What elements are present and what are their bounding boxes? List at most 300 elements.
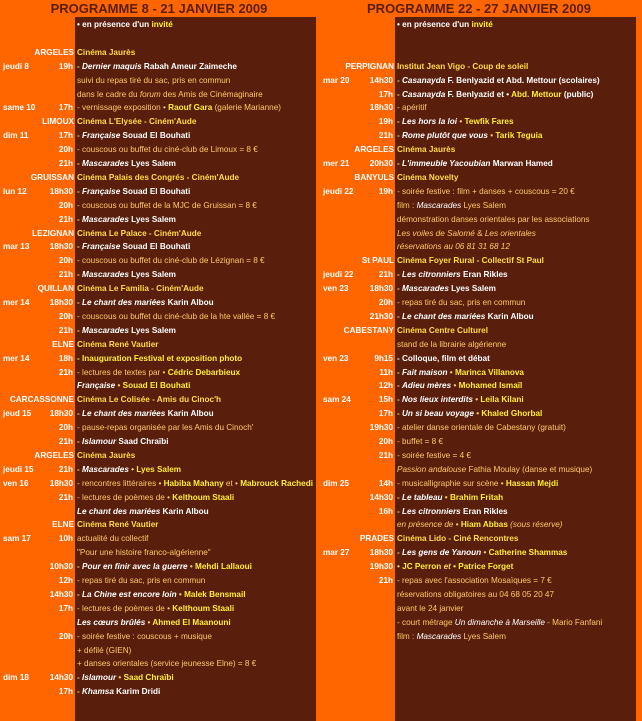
event-date: jeud 15 bbox=[3, 409, 32, 419]
text-segment: Cinéma Jaurès bbox=[77, 47, 136, 57]
place-date-cell bbox=[322, 75, 394, 86]
programme-line bbox=[322, 47, 636, 58]
programme-line bbox=[2, 631, 316, 642]
text-segment: et • bbox=[223, 478, 241, 488]
text-segment: Mascarades bbox=[82, 325, 129, 335]
text-segment: - bbox=[77, 214, 83, 224]
event-time: 19h30 bbox=[369, 423, 393, 433]
text-segment: F. Benlyazid et Abd. Mettour (scolaires) bbox=[445, 75, 600, 85]
programme-line bbox=[2, 422, 316, 433]
venue-title bbox=[77, 116, 314, 127]
text-segment: - soirée festive : film + danses + couscous = 20 € bbox=[397, 186, 575, 196]
text-segment: Lyes Salem bbox=[448, 284, 496, 294]
text-segment: - buffet = 8 € bbox=[397, 437, 444, 446]
text-segment: Fait maison bbox=[402, 367, 448, 377]
text-segment: • Patrice Forget bbox=[453, 562, 514, 572]
event-date: jeudi 22 bbox=[323, 186, 354, 196]
programme-line bbox=[2, 116, 316, 127]
text-segment: Cinéma Le Familia - Ciném'Aude bbox=[77, 284, 204, 294]
event-text bbox=[397, 408, 634, 419]
text-segment: Cinéma René Vautier bbox=[77, 520, 159, 530]
text-segment: Tarik Teguia bbox=[495, 131, 543, 141]
programme-line bbox=[2, 311, 316, 322]
event-time: 20h bbox=[58, 256, 73, 266]
venue-title bbox=[77, 394, 314, 405]
text-segment: - bbox=[397, 381, 403, 391]
text-segment: Le chant des mariées bbox=[77, 506, 161, 516]
programme-line bbox=[322, 436, 636, 447]
text-segment: Mohamed Ismaïl bbox=[458, 381, 523, 391]
programme-line bbox=[322, 61, 636, 72]
text-segment: Un dimanche à Marseille bbox=[454, 617, 545, 627]
text-segment: suivi du repas tiré du sac, pris en commun bbox=[77, 75, 231, 85]
text-segment: - bbox=[397, 159, 403, 168]
event-text bbox=[77, 186, 314, 197]
programme-line bbox=[2, 130, 316, 141]
text-segment: • en présence d'un bbox=[77, 20, 152, 29]
text-segment: • bbox=[187, 562, 196, 572]
text-segment: film : bbox=[397, 200, 417, 210]
town-name: ARGELES bbox=[34, 47, 74, 57]
event-time: 17h bbox=[58, 603, 73, 613]
programme-line bbox=[322, 339, 636, 350]
event-date: mer 21 bbox=[323, 159, 350, 168]
place-date-cell bbox=[2, 339, 74, 350]
programme-line bbox=[2, 47, 316, 58]
event-date: ven 16 bbox=[3, 478, 29, 488]
text-segment: Souad El Bouhati bbox=[120, 242, 191, 252]
programme-line bbox=[322, 561, 636, 572]
programme-line bbox=[322, 158, 636, 169]
text-segment: Habiba Mahany bbox=[163, 478, 224, 488]
text-segment: Saad Chraïbi bbox=[123, 673, 174, 683]
text-segment: Cinéma L'Elysée - Ciném'Aude bbox=[77, 117, 197, 127]
event-text bbox=[397, 450, 634, 461]
text-segment: Cinéma Jaurès bbox=[397, 145, 456, 155]
text-segment: - bbox=[397, 117, 403, 127]
programme-line bbox=[2, 75, 316, 86]
text-segment: Karin Albou bbox=[160, 506, 209, 516]
text-segment: • bbox=[115, 381, 123, 391]
text-segment: Lyes Salem bbox=[128, 325, 176, 335]
place-date-cell bbox=[322, 102, 394, 113]
text-segment: - bbox=[77, 131, 83, 141]
text-segment: Mascarades bbox=[82, 270, 129, 280]
event-text bbox=[77, 464, 314, 475]
programme-line bbox=[322, 450, 636, 461]
event-text bbox=[77, 311, 314, 322]
text-segment: • bbox=[397, 562, 403, 572]
programme-line bbox=[322, 19, 636, 30]
event-text bbox=[77, 144, 314, 155]
text-segment: • bbox=[447, 367, 455, 377]
event-text bbox=[397, 353, 634, 364]
event-time: 14h bbox=[378, 478, 393, 488]
place-date-cell bbox=[2, 561, 74, 572]
text-segment: Française bbox=[82, 186, 121, 196]
event-text bbox=[397, 311, 634, 322]
text-segment: des Amis de Cinémaginaire bbox=[160, 89, 263, 99]
event-time: 18h30 bbox=[49, 298, 73, 307]
event-text bbox=[77, 75, 314, 86]
programme-line bbox=[2, 255, 316, 266]
event-date: sam 24 bbox=[323, 395, 351, 405]
programme-line bbox=[322, 492, 636, 503]
programme-line bbox=[322, 519, 636, 530]
text-segment: Karin Albou bbox=[165, 409, 214, 419]
place-date-cell bbox=[2, 589, 74, 600]
event-date: dim 18 bbox=[3, 673, 29, 683]
programme-line bbox=[322, 186, 636, 197]
event-text bbox=[77, 19, 314, 30]
town-name: CABESTANY bbox=[343, 325, 394, 335]
text-segment: (galerie Marianne) bbox=[212, 103, 282, 113]
programme-line bbox=[2, 283, 316, 294]
programme-header-left: PROGRAMME 8 - 21 JANVIER 2009 bbox=[2, 0, 316, 17]
text-segment: réservations obligatoires au 04 68 05 20 47 bbox=[397, 589, 555, 599]
programme-line bbox=[322, 325, 636, 336]
event-time: 21h bbox=[58, 437, 73, 446]
event-text bbox=[397, 186, 634, 197]
place-date-cell bbox=[2, 672, 74, 683]
text-segment: & bbox=[474, 228, 485, 238]
event-text bbox=[77, 603, 314, 614]
text-segment: Tewfik Fares bbox=[464, 117, 514, 127]
programme-line bbox=[2, 672, 316, 683]
programme-line bbox=[2, 144, 316, 155]
text-segment: - bbox=[77, 409, 83, 419]
event-time: 17h bbox=[58, 131, 73, 141]
text-segment: + défilé (GIEN) bbox=[77, 645, 132, 655]
text-segment: - Inauguration Festival et exposition photo bbox=[77, 353, 243, 363]
programme-line bbox=[322, 380, 636, 391]
event-time: 21h30 bbox=[369, 311, 393, 321]
event-date: dim 11 bbox=[3, 131, 29, 141]
programme-line bbox=[2, 297, 316, 308]
programme-line bbox=[2, 575, 316, 586]
text-segment: - bbox=[77, 562, 83, 572]
text-segment: invité bbox=[151, 20, 173, 29]
place-date-cell bbox=[2, 450, 74, 461]
text-segment: Le chant des mariées bbox=[82, 298, 166, 307]
programme-line bbox=[2, 325, 316, 336]
place-date-cell bbox=[322, 325, 394, 336]
event-text bbox=[77, 478, 314, 489]
event-text bbox=[77, 380, 314, 391]
event-date: lun 12 bbox=[3, 186, 27, 196]
event-text bbox=[77, 325, 314, 336]
text-segment: Cédric Debarbieux bbox=[167, 367, 241, 377]
text-segment: - vernissage exposition • bbox=[77, 103, 169, 113]
text-segment: Dernier maquis bbox=[82, 61, 142, 71]
text-segment: Cinéma Jaurès bbox=[77, 450, 136, 460]
text-segment: Les voiles de Salomé bbox=[397, 228, 475, 238]
event-text bbox=[397, 214, 634, 225]
text-segment: L'immeuble Yacoubian bbox=[402, 159, 491, 168]
text-segment: film : bbox=[397, 631, 417, 641]
programme-line bbox=[322, 408, 636, 419]
text-segment: • bbox=[128, 464, 137, 474]
text-segment: Eran Rikles bbox=[460, 270, 508, 280]
event-text bbox=[77, 561, 314, 572]
text-segment: (public) bbox=[561, 89, 594, 99]
text-segment: Cinéma René Vautier bbox=[77, 339, 159, 349]
programme-line bbox=[2, 408, 316, 419]
text-segment: Kelthoum Staali bbox=[172, 492, 235, 502]
event-text bbox=[397, 506, 634, 517]
programme-line bbox=[2, 519, 316, 530]
venue-title bbox=[77, 283, 314, 294]
venue-title bbox=[77, 47, 314, 58]
text-segment: Mascarades bbox=[82, 159, 129, 168]
programme-line bbox=[322, 102, 636, 113]
event-text bbox=[397, 436, 634, 447]
event-time: 18h30 bbox=[49, 409, 73, 419]
text-segment: Karin Albou bbox=[165, 298, 214, 307]
event-text bbox=[397, 297, 634, 308]
place-date-cell bbox=[322, 255, 394, 266]
programme-line bbox=[2, 533, 316, 544]
programme-line bbox=[2, 658, 316, 669]
text-segment: • bbox=[473, 409, 482, 419]
event-time: 10h bbox=[58, 534, 73, 544]
text-segment: Islamour bbox=[82, 673, 117, 683]
programme-line bbox=[322, 464, 636, 475]
programme-column-right bbox=[322, 0, 636, 721]
programme-line bbox=[2, 645, 316, 656]
event-date: ven 23 bbox=[323, 353, 349, 363]
event-date: jeudi 22 bbox=[323, 270, 354, 280]
text-segment: - bbox=[397, 409, 403, 419]
event-text bbox=[397, 589, 634, 600]
place-date-cell bbox=[2, 200, 74, 211]
text-segment: Abd. Mettour bbox=[511, 89, 562, 99]
place-date-cell bbox=[322, 450, 394, 461]
programme-line bbox=[322, 603, 636, 614]
event-text bbox=[77, 367, 314, 378]
event-date: mar 13 bbox=[3, 242, 30, 252]
programme-line bbox=[322, 241, 636, 252]
event-text bbox=[77, 658, 314, 669]
text-segment: - repas tiré du sac, pris en commun bbox=[397, 298, 526, 307]
event-time: 21h bbox=[58, 367, 73, 377]
venue-title bbox=[397, 61, 634, 72]
event-text bbox=[397, 380, 634, 391]
text-segment: Le tableau bbox=[402, 492, 443, 502]
event-time: 18h30 bbox=[49, 478, 73, 488]
event-text bbox=[77, 547, 314, 558]
text-segment: Mascarades bbox=[402, 284, 449, 294]
text-segment: Cinéma Le Colisée - Amis du Cinoc'h bbox=[77, 395, 222, 405]
text-segment: JC Perron bbox=[402, 562, 442, 572]
text-segment: "Pour une histoire franco-algérienne" bbox=[77, 548, 211, 558]
text-segment: - bbox=[77, 589, 83, 599]
event-time: 14h30 bbox=[49, 589, 73, 599]
text-segment: • bbox=[116, 673, 124, 683]
text-segment: • bbox=[473, 395, 481, 405]
text-segment: Mascarades bbox=[416, 200, 462, 210]
text-segment: Française bbox=[82, 131, 121, 141]
event-text bbox=[397, 241, 634, 252]
event-date: jeudi 15 bbox=[3, 464, 34, 474]
event-text bbox=[397, 116, 634, 127]
event-time: 20h bbox=[58, 200, 73, 210]
text-segment: - bbox=[77, 186, 83, 196]
text-segment: Mascarades bbox=[82, 464, 129, 474]
place-date-cell bbox=[2, 255, 74, 266]
programme-line bbox=[322, 228, 636, 239]
event-text bbox=[397, 130, 634, 141]
event-text bbox=[397, 339, 634, 350]
place-date-cell bbox=[322, 561, 394, 572]
place-date-cell bbox=[2, 297, 74, 308]
programme-line bbox=[322, 533, 636, 544]
programme-line bbox=[322, 617, 636, 628]
programme-line bbox=[2, 214, 316, 225]
place-date-cell bbox=[2, 116, 74, 127]
town-name: GRUISSAN bbox=[30, 172, 74, 182]
place-date-cell bbox=[2, 519, 74, 530]
place-date-cell bbox=[2, 130, 74, 141]
event-text bbox=[397, 367, 634, 378]
programme-line bbox=[322, 283, 636, 294]
programme-line bbox=[2, 353, 316, 364]
town-name: St PAUL bbox=[361, 256, 394, 266]
programme-line bbox=[322, 547, 636, 558]
text-segment: Adieu mères bbox=[402, 381, 452, 391]
event-time: 21h bbox=[58, 464, 73, 474]
text-segment: - bbox=[77, 673, 83, 683]
text-segment: Lyes Salem bbox=[128, 159, 176, 168]
text-segment: Cinéma Lido - Ciné Rencontres bbox=[397, 534, 519, 544]
programme-line bbox=[2, 380, 316, 391]
text-segment: - lectures de poèmes de • bbox=[77, 492, 173, 502]
text-segment: Les gens de Yanoun bbox=[402, 548, 482, 558]
programme-line bbox=[2, 33, 316, 44]
text-segment: Catherine Shammas bbox=[488, 548, 568, 558]
event-text bbox=[77, 631, 314, 642]
event-time: 17h bbox=[58, 687, 73, 697]
programme-line bbox=[322, 200, 636, 211]
event-time: 14h30 bbox=[49, 673, 73, 683]
place-date-cell bbox=[322, 116, 394, 127]
place-date-cell bbox=[2, 492, 74, 503]
event-text bbox=[77, 255, 314, 266]
event-text bbox=[77, 200, 314, 211]
event-text bbox=[397, 617, 634, 628]
text-segment: • bbox=[481, 548, 489, 558]
place-date-cell bbox=[322, 269, 394, 280]
event-date: jeudi 8 bbox=[3, 61, 29, 71]
programme-line bbox=[322, 506, 636, 517]
event-date: mar 20 bbox=[323, 75, 350, 85]
text-segment: Le chant des mariées bbox=[82, 409, 166, 419]
place-date-cell bbox=[2, 631, 74, 642]
town-name: LEZIGNAN bbox=[32, 228, 74, 238]
programme-line bbox=[2, 436, 316, 447]
place-date-cell bbox=[322, 547, 394, 558]
place-date-cell bbox=[2, 228, 74, 239]
text-segment: Les hors la loi bbox=[402, 117, 458, 127]
text-segment: Lyes Salem bbox=[128, 270, 176, 280]
programme-line bbox=[322, 631, 636, 642]
text-segment: - atelier danse orientale de Cabestany (gratuit) bbox=[397, 423, 566, 433]
text-segment: Cinéma Le Palace - Ciném'Aude bbox=[77, 228, 202, 238]
event-text bbox=[397, 89, 634, 100]
programme-line bbox=[322, 33, 636, 44]
programme-line bbox=[322, 297, 636, 308]
town-name: PRADES bbox=[359, 534, 394, 544]
text-segment: - bbox=[397, 311, 403, 321]
text-segment: • bbox=[487, 131, 496, 141]
place-date-cell bbox=[322, 380, 394, 391]
text-segment: • bbox=[453, 520, 461, 530]
programme-line bbox=[2, 603, 316, 614]
event-date: sam 17 bbox=[3, 534, 31, 544]
event-text bbox=[77, 61, 314, 72]
text-segment: Islamour bbox=[82, 437, 117, 446]
text-segment: - bbox=[397, 492, 403, 502]
programme-line bbox=[322, 130, 636, 141]
event-time: 9h15 bbox=[374, 353, 393, 363]
programme-line bbox=[2, 89, 316, 100]
event-text bbox=[77, 130, 314, 141]
town-name: QUILLAN bbox=[37, 284, 74, 294]
programme-line bbox=[2, 19, 316, 30]
programme-line bbox=[322, 589, 636, 600]
event-text bbox=[77, 672, 314, 683]
event-time: 21h bbox=[378, 576, 393, 585]
text-segment: (sous réserve) bbox=[507, 520, 563, 530]
text-segment: stand de la librairie algérienne bbox=[397, 339, 507, 349]
event-text bbox=[397, 547, 634, 558]
event-text bbox=[397, 228, 634, 239]
place-date-cell bbox=[2, 283, 74, 294]
text-segment: Eran Rikles bbox=[460, 506, 508, 516]
programme-line bbox=[322, 269, 636, 280]
event-date: mar 27 bbox=[323, 548, 350, 558]
text-segment: • bbox=[451, 381, 459, 391]
text-segment: Karim Dridi bbox=[113, 687, 161, 697]
event-text bbox=[397, 519, 634, 530]
text-segment: Marinca Villanova bbox=[454, 367, 524, 377]
event-text bbox=[397, 478, 634, 489]
text-segment: Hassan Mejdi bbox=[505, 478, 559, 488]
event-text bbox=[397, 575, 634, 586]
text-segment: Cinéma Centre Culturel bbox=[397, 325, 488, 335]
event-text bbox=[397, 492, 634, 503]
text-segment: - soirée festive : couscous + musique bbox=[77, 631, 212, 641]
text-segment: Marwan Hamed bbox=[490, 159, 553, 168]
programme-line bbox=[322, 367, 636, 378]
venue-title bbox=[397, 325, 634, 336]
text-segment: Française bbox=[82, 242, 121, 252]
event-text bbox=[77, 436, 314, 447]
event-time: 20h bbox=[58, 311, 73, 321]
programme-line bbox=[2, 394, 316, 405]
text-segment: F. Benlyazid et • bbox=[445, 89, 512, 99]
event-time: 18h30 bbox=[369, 284, 393, 294]
text-segment: Un si beau voyage bbox=[402, 409, 474, 419]
event-time: 21h bbox=[58, 325, 73, 335]
event-time: 18h30 bbox=[49, 242, 73, 252]
town-name: ARGELES bbox=[34, 450, 74, 460]
event-text bbox=[77, 408, 314, 419]
venue-title bbox=[77, 172, 314, 183]
event-time: 19h30 bbox=[369, 562, 393, 572]
programme-header-right: PROGRAMME 22 - 27 JANVIER 2009 bbox=[322, 0, 636, 17]
event-time: 12h bbox=[378, 381, 393, 391]
